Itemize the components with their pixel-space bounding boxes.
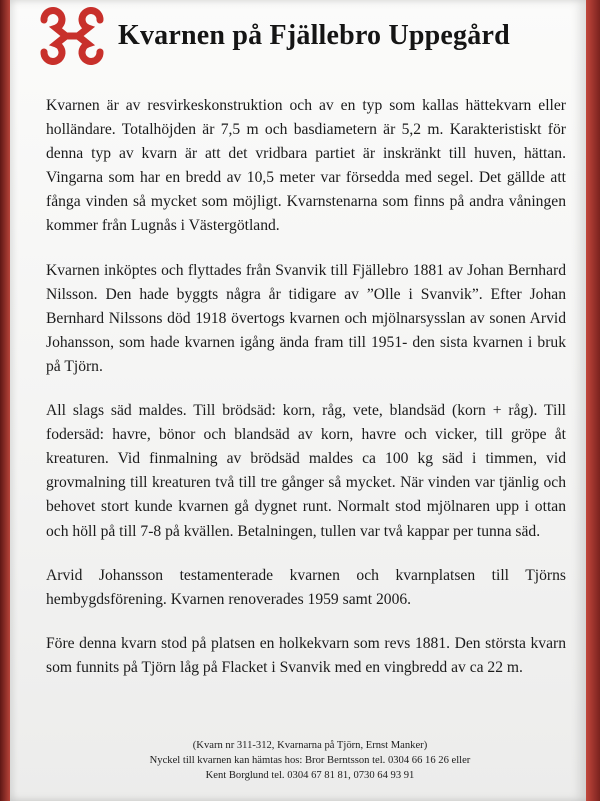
footer-key-info: Nyckel till kvarnen kan hämtas hos: Bror Berntsson tel. 0304 66 16 26 eller [149,755,471,767]
footer-source: (Kvarn nr 311-312, Kvarnarna på Tjörn, Ernst Manker) [192,740,428,751]
red-frame-right [586,0,600,801]
sign-body-text [46,94,566,701]
paragraph-bequest: Arvid Johansson testamenterade kvarnen och kvarnplatsen till Tjörns hembygdsförening. Kvarnen renoverades 1959 samt 2006. [46,566,566,608]
footer-contact: Kent Borglund tel. 0304 67 81 81, 0730 64 93 91 [205,770,415,782]
hembygd-knot-logo-icon [36,6,108,66]
sign-footer [90,738,530,784]
information-sign [10,0,586,801]
paragraph-grinding: All slags säd maldes. Till brödsäd: korn, råg, vete, blandsäd (korn + råg). Till fodersäd: havre, bönor och blandsäd av korn, havre och vicker, till gröpe åt kreaturen. Vid finmalning av brödsäd maldes ca 100 kg säd i timmen, vid grovmalning till kreaturen två till tre gånger så mycket. När vinden var tjänlig och behovet stort kunde kvarnen gå dygnet runt. Normalt stod mjölnaren upp i ottan och höll på till 7-8 på kvällen. Betalningen, tullen var två kappar per tunna säd. [46,402,566,540]
red-post-left [0,0,10,801]
paragraph-history: Kvarnen inköptes och flyttades från Svanvik till Fjällebro 1881 av Johan Bernhard Nilsson. Den hade byggts några år tidigare av ”Olle i Svanvik”. Efter Johan Bernhard Nilssons död 1918 övertogs kvarnen och mjölnarsysslan av sonen Arvid Johansson, som hade kvarnen igång ända fram till 1951- den sista kvarnen i bruk på Tjörn. [46,261,566,375]
paragraph-predecessor: Före denna kvarn stod på platsen en holkekvarn som revs 1881. Den största kvarn som funnits på Tjörn låg på Flacket i Svanvik med en vingbredd av ca 22 m. [46,634,566,676]
sign-title: Kvarnen på Fjällebro Uppegård [118,20,510,51]
paragraph-construction: Kvarnen är av resvirkeskonstruktion och av en typ som kallas hättekvarn eller holländare. Totalhöjden är 7,5 m och basdiametern är 5,2 m. Karakteristiskt för denna typ av kvarn är att det vridbara partiet är inskränkt till huven, hättan. Vingarna som har en bredd av 10,5 meter var försedda med segel. Det gällde att fånga vinden så mycket som möjligt. Kvarnstenarna som finns på andra våningen kommer från Lugnås i Västergötland. [46,97,566,235]
sign-header [36,6,576,66]
